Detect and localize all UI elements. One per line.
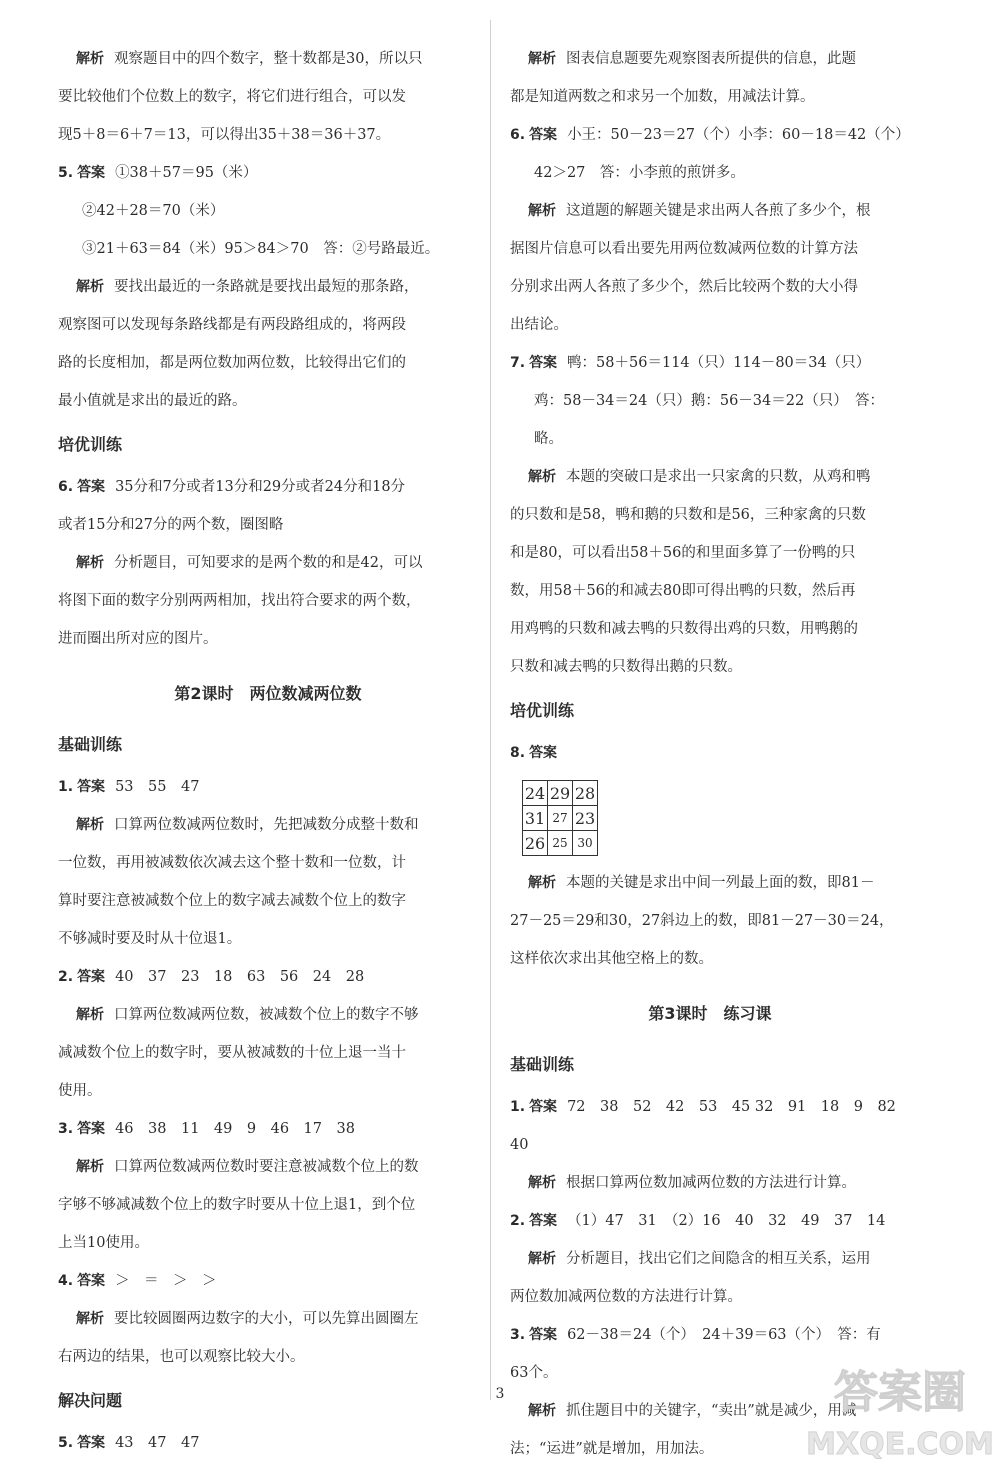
lesson2-question-2: 2. 答案 40 37 23 18 63 56 24 28 解析 口算两位数减两位数，被减数个位上的数字不够 减减数个位上的数字时，要从被减数的十位上退一当十 使用。 [58,969,419,1099]
lesson-title: 第3课时 练习课 [648,1004,772,1023]
lesson3-question-1: 1. 答案 72 38 52 42 53 45 32 91 18 9 82 40 解析 根据口算两位数加减两位数的方法进行计算。 [510,1099,911,1191]
section-heading: 解决问题 [58,1391,123,1410]
question-8-analysis: 解析 本题的关键是求出中间一列最上面的数，即81－ 27－25＝29和30，27斜边上的数，即81－27－30＝24， 这样依次求出其他空格上的数。 [510,875,894,967]
analysis-label: 解析 [76,51,104,67]
magic-square-wrap [510,772,910,864]
page-number: 3 [495,1386,505,1402]
grid-cell: 25 [548,831,573,856]
analysis-block: 解析 观察题目中的四个数字，整十数都是30，所以只 要比较他们个位数上的数字，将它们进行组合，可以发 现5＋8＝6＋7＝13，可以得出35＋38＝36＋37。 [58,51,423,143]
grid-cell: 23 [573,806,598,831]
watermark-logo [800,1352,1000,1467]
watermark-main-text: 答案圈 [834,1367,966,1418]
grid-cell: 31 [523,806,548,831]
question-8: 8. 答案 [510,745,558,761]
grid-cell: 30 [573,831,598,856]
section-heading: 基础训练 [58,735,123,754]
column-divider [490,20,491,1400]
grid-cell: 26 [523,831,548,856]
question-7: 7. 答案 鸭：58＋56＝114（只）114－80＝34（只） 鸡：58－34＝24（只）鹅：56－34＝22（只） 答：略。 解析 本题的突破口是求出一只家禽的只数，从鸡和鸭 的只数和是58，鸭和鹅的只数和是56，三种家禽的只数 和是80，可以看出58＋56的和里面多算了一份鸭的只 数，用58＋56的和减去80即可得出鸭的只数，然后再 用鸡鸭的只数和减去鸭的只数得出鸡的只数，用鸭鹅的 只数和减去鸭的只数得出鹅的只数。 [510,355,884,675]
watermark-url-text: MXQE.COM [806,1427,994,1462]
magic-square-grid [522,780,598,856]
section-heading: 基础训练 [510,1055,575,1074]
section-heading: 培优训练 [510,701,575,720]
grid-cell: 27 [548,806,573,831]
lesson2-question-3: 3. 答案 46 38 11 49 9 46 17 38 解析 口算两位数减两位数时要注意被减数个位上的数 字够不够减减数个位上的数字时要从十位上退1，到个位 上当10使用。 [58,1121,419,1251]
left-column [58,40,478,1462]
question-6: 6. 答案 小王：50－23＝27（个）小李：60－18＝42（个） 42＞27 答：小李煎的煎饼多。 解析 这道题的解题关键是求出两人各煎了多少个，根 据图片信息可以看出要先用两位数减两位数的计算方法 分别求出两人各煎了多少个，然后比较两个数的大小得 出结论。 [510,127,910,333]
question-5: 5. 答案 ①38＋57＝95（米） ②42＋28＝70（米） ③21＋63＝84（米）95＞84＞70 答：②号路最近。 解析 要找出最近的一条路就是要找出最短的那条路， 观察图可以发现每条路线都是有两段路组成的，将两段 路的长度相加，都是两位数加两位数，比较得出它们的 最小值就是求出的最近的路。 [58,165,440,409]
lesson3-question-3: 3. 答案 62－38＝24（个） 24＋39＝63（个） 答：有 63个。 解析 抓住题目中的关键字，“卖出”就是减少，用减 法；“运进”就是增加，用加法。 [510,1327,881,1457]
right-column [510,40,910,1468]
question-6: 6. 答案 35分和7分或者13分和29分或者24分和18分 或者15分和27分的两个数，圈图略 解析 分析题目，可知要求的是两个数的和是42，可以 将图下面的数字分别两两相加，找出符合要求的两个数， 进而圈出所对应的图片。 [58,479,423,647]
grid-cell: 24 [523,781,548,806]
lesson2-question-1: 1. 答案 53 55 47 解析 口算两位数减两位数时，先把减数分成整十数和 一位数，再用被减数依次减去这个整十数和一位数，计 算时要注意被减数个位上的数字减去减数个位上的数字 不够减时要及时从十位退1。 [58,779,419,947]
grid-cell: 28 [573,781,598,806]
analysis-block: 解析 图表信息题要先观察图表所提供的信息，此题 都是知道两数之和求另一个加数，用减法计算。 [510,51,856,105]
grid-cell: 29 [548,781,573,806]
lesson-title: 第2课时 两位数减两位数 [174,684,362,703]
lesson2-question-5: 5. 答案 43 47 47 [58,1435,200,1451]
section-heading: 培优训练 [58,435,123,454]
lesson2-question-4: 4. 答案 ＞ ＝ ＞ ＞ 解析 要比较圆圈两边数字的大小，可以先算出圆圈左 右两边的结果，也可以观察比较大小。 [58,1273,419,1365]
lesson3-question-2: 2. 答案 （1）47 31 （2）16 40 32 49 37 14 解析 分析题目，找出它们之间隐含的相互关系，运用 两位数加减两位数的方法进行计算。 [510,1213,886,1305]
